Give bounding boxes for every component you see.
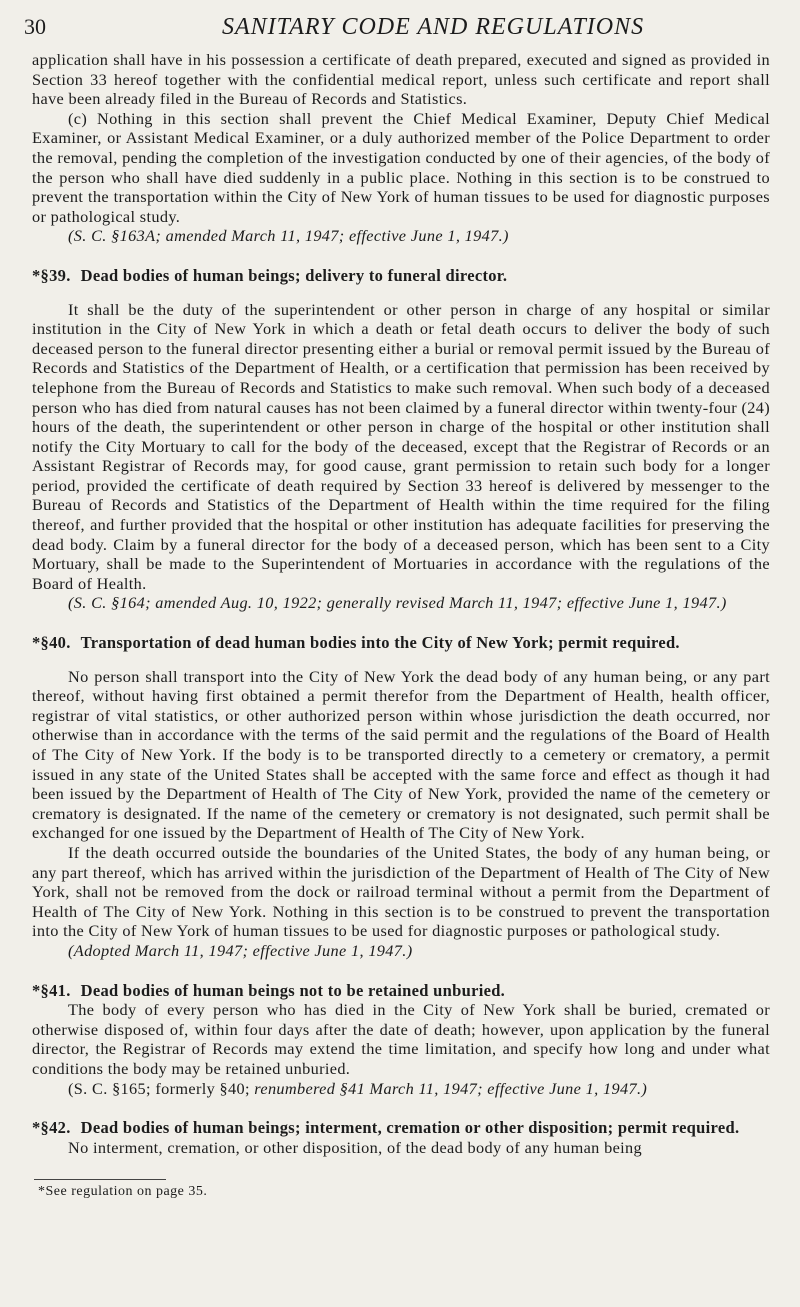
citation-164: (S. C. §164; amended Aug. 10, 1922; generally revised March 11, 1947; effective June 1, 1947.) <box>68 593 727 613</box>
running-title: SANITARY CODE AND REGULATIONS <box>222 14 645 40</box>
section-42-paragraph: No interment, cremation, or other disposition, of the dead body of any human being <box>68 1137 642 1157</box>
page-number: 30 <box>24 14 46 39</box>
footnote-rule <box>34 1179 166 1180</box>
continuation-paragraph: application shall have in his possession a certificate of death prepared, executed and signed as provided in Section 33 hereof together with the confidential medical report, unless such certificate and report shall have been already filed in the Bureau of Records and Statistics. <box>32 50 770 109</box>
section-41-heading <box>32 981 770 1001</box>
section-41-number: *§41. <box>32 980 71 1000</box>
citation-165-part-b: renumbered §41 March 11, 1947; effective June 1, 1947.) <box>254 1078 648 1098</box>
section-40-heading <box>32 633 770 653</box>
section-40-paragraph-1: No person shall transport into the City of New York the dead body of any human being, or any part thereof, without having first obtained a permit therefor from the Department of Health, health officer, registrar of vital statistics, or other authorized person within whose jurisdiction the death occurred, nor otherwise than in accordance with the terms of the said permit and the regulations of the Board of Health of The City of New York. If the body is to be transported directly to a cemetery or crematory, a permit issued in any state of the United States shall be accepted with the same force and effect as though it had been issued by the Department of Health of The City of New York, provided the name of the cemetery or crematory is designated. If the name of the cemetery or crematory is not designated, such permit shall be exchanged for one issued by the Department of Health of The City of New York. <box>32 666 770 843</box>
section-42-title: Dead bodies of human beings; interment, cremation or other disposition; permit required. <box>80 1118 740 1138</box>
citation-165-part-a: (S. C. §165; formerly §40; <box>68 1078 255 1098</box>
section-42-heading <box>32 1118 770 1138</box>
section-39-heading <box>32 266 770 286</box>
footnote: *See regulation on page 35. <box>38 1184 208 1200</box>
section-41-title: Dead bodies of human beings not to be retained unburied. <box>80 980 506 1000</box>
section-39-number: *§39. <box>32 265 71 285</box>
page-header <box>24 14 770 50</box>
section-40-paragraph-2: If the death occurred outside the boundaries of the United States, the body of any human being, or any part thereof, which has arrived within the jurisdiction of the Department of Health of The City of New York, shall not be removed from the dock or railroad terminal without a permit from the Department of Health of The City of New York. Nothing in this section is to be construed to prevent the transportation into the City of New York of human tissues to be used for diagnostic purposes or pathological study. <box>32 842 770 941</box>
section-40-number: *§40. <box>32 633 71 653</box>
section-42-number: *§42. <box>32 1118 71 1138</box>
citation-adopted: (Adopted March 11, 1947; effective June 1, 1947.) <box>68 940 413 960</box>
section-39-title: Dead bodies of human beings; delivery to funeral director. <box>80 265 508 285</box>
citation-165 <box>32 1079 770 1099</box>
section-40-title: Transportation of dead human bodies into the City of New York; permit required. <box>80 633 680 653</box>
section-41-paragraph: The body of every person who has died in the City of New York shall be buried, cremated or otherwise disposed of, within four days after the date of death; however, upon application by the funeral director, the Registrar of Records may extend the time limitation, and specify how long and under what conditions the body may be retained unburied. <box>32 1000 770 1078</box>
citation-163a: (S. C. §163A; amended March 11, 1947; effective June 1, 1947.) <box>68 226 509 246</box>
paragraph-c: (c) Nothing in this section shall prevent the Chief Medical Examiner, Deputy Chief Medical Examiner, or Assistant Medical Examiner, or a duly authorized member of the Police Department to order the removal, pending the completion of the investigation conducted by one of their agencies, of the body of the person who shall have died suddenly in a public place. Nothing in this section is to be construed to prevent the transportation within the City of New York of human tissues to be used for diagnostic purposes or pathological study. <box>32 108 770 226</box>
section-39-paragraph: It shall be the duty of the superintendent or other person in charge of any hospital or similar institution in the City of New York in which a death or fetal death occurs to deliver the body of such deceased person to the funeral director presenting either a burial or removal permit issued by the Bureau of Records and Statistics of the Department of Health, or a certification that permission has been received by telephone from the Bureau of Records and Statistics to make such removal. When such body of a deceased person who has died from natural causes has not been claimed by a funeral director within twenty-four (24) hours of the death, the superintendent or other person in charge of the hospital or other institution shall notify the City Mortuary to call for the body of the deceased, except that the Registrar of Records or an Assistant Registrar of Records may, for good cause, grant permission to retain such body for a longer period, provided the certificate of death required by Section 33 hereof is delivered by messenger to the Bureau of Records and Statistics of the Department of Health within the time required for the filing thereof, and further provided that the hospital or other institution has adequate facilities for preserving the dead body. Claim by a funeral director for the body of a deceased person, which has been sent to a City Mortuary, shall be made to the Superintendent of Mortuaries in accordance with the regulations of the Board of Health. <box>32 299 770 593</box>
